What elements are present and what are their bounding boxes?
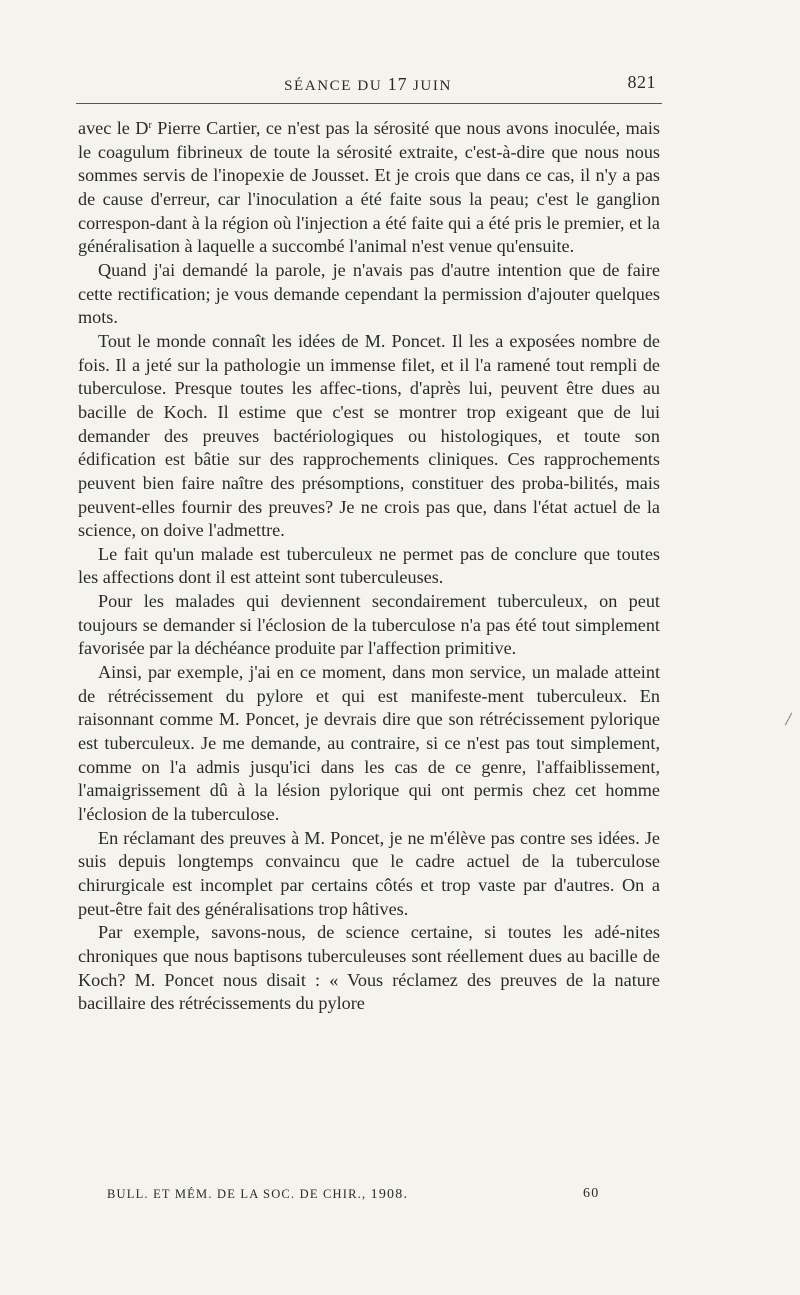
running-title-month: JUIN xyxy=(407,78,452,94)
paragraph-4: Le fait qu'un malade est tuberculeux ne permet pas de conclure que toutes les affections dont il est atteint sont tuberculeuses. xyxy=(78,543,660,588)
journal-citation xyxy=(107,1187,408,1203)
paragraph-1-rest: Pierre Cartier, ce n'est pas la sérosité que nous avons inoculée, mais le coagulum fibrineux de toute la sérosité extraite, c'est-à-dire que nous nous sommes servis de l'inopexie de Jousset. Et je crois que dans ce cas, il n'y a pas de cause d'erreur, car l'inoculation a été faite sous la peau; c'est le ganglion correspon-dant à la région où l'injection a été faite qui a été pris le premier, et la généralisation à laquelle a succombé l'animal n'est venue qu'ensuite. xyxy=(78,118,660,257)
journal-year: 1908. xyxy=(370,1187,409,1202)
journal-name: BULL. ET MÉM. DE LA SOC. DE CHIR., xyxy=(107,1187,371,1201)
header-rule xyxy=(76,103,662,104)
running-title-day: 17 xyxy=(387,74,408,94)
paragraph-2: Quand j'ai demandé la parole, je n'avais pas d'autre intention que de faire cette rectification; je vous demande cependant la permission d'ajouter quelques mots. xyxy=(78,259,660,328)
doctor-abbrev-superscript: r xyxy=(148,120,152,131)
paragraph-5: Pour les malades qui deviennent secondairement tuberculeux, on peut toujours se demander si l'éclosion de la tuberculose n'a pas été tout simplement favorisée par la déchéance produite par l'affection primitive. xyxy=(78,591,660,659)
margin-mark xyxy=(785,713,792,726)
footer xyxy=(78,1186,660,1206)
running-title-prefix: SÉANCE DU xyxy=(284,78,388,94)
running-title xyxy=(78,74,658,95)
body-text xyxy=(78,117,660,1016)
paragraph-1-lead: avec le D xyxy=(78,118,149,138)
paragraph-8: Par exemple, savons-nous, de science certaine, si toutes les adé-nites chroniques que nous baptisons tuberculeuses sont réellement dues au bacille de Koch? M. Poncet nous disait : « Vous réclamez des preuves de la nature bacillaire des rétrécissements du pylore xyxy=(78,922,660,1014)
paragraph-7: En réclamant des preuves à M. Poncet, je ne m'élève pas contre ses idées. Je suis depuis longtemps convaincu que le cadre actuel de la tuberculose chirurgicale est incomplet par certains côtés et trop vaste par d'autres. On a peut-être fait des généralisations trop hâtives. xyxy=(78,827,660,919)
running-head xyxy=(78,72,658,100)
page-number: 821 xyxy=(627,72,656,92)
paragraph-6: Ainsi, par exemple, j'ai en ce moment, dans mon service, un malade atteint de rétrécissement du pylore et qui est manifeste-ment tuberculeux. En raisonnant comme M. Poncet, je devrais dire que son rétrécissement pylorique est tuberculeux. Je me demande, au contraire, si ce n'est pas tout simplement, comme on l'a admis jusqu'ici dans les cas de ce genre, l'affaiblissement, l'amaigrissement dû à la lésion pylorique qui ont permis chez cet homme l'éclosion de la tuberculose. xyxy=(78,662,660,825)
paragraph-1 xyxy=(78,117,660,259)
paragraph-3: Tout le monde connaît les idées de M. Poncet. Il les a exposées nombre de fois. Il a jeté sur la pathologie un immense filet, et il l'a ramené tout rempli de tuberculose. Presque toutes les affec-tions, d'après lui, peuvent être dues au bacille de Koch. Il estime que c'est se montrer trop exigeant que de lui demander des preuves bactériologiques ou histologiques, et toute son édification est bâtie sur des rapprochements cliniques. Ces rapprochements peuvent bien faire naître des présomptions, constituer des proba-bilités, mais peuvent-elles fournir des preuves? Je ne crois pas que, dans l'état actuel de la science, on doive l'admettre. xyxy=(78,330,660,541)
signature-mark: 60 xyxy=(583,1186,600,1201)
